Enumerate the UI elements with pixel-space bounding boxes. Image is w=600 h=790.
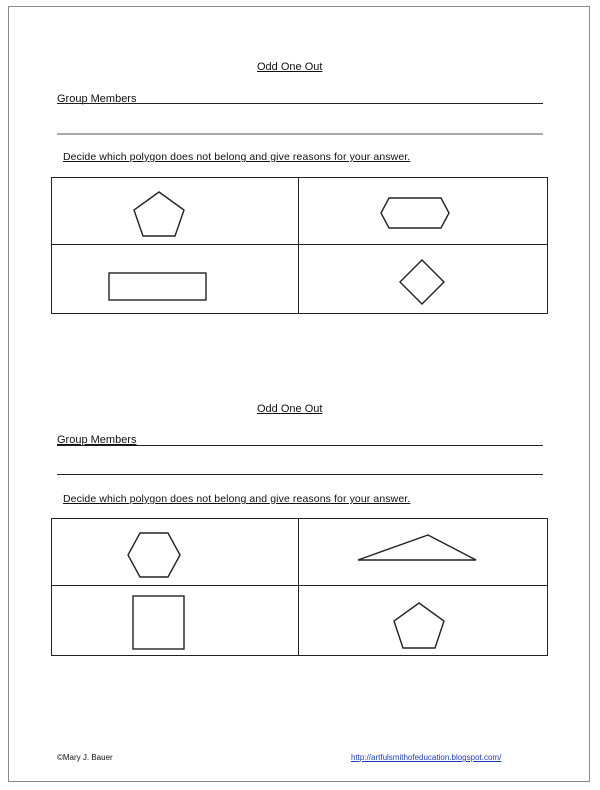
grid-vertical-divider	[298, 178, 299, 313]
sheet1-group-line-2	[57, 133, 543, 135]
sheet2-group-line-2	[57, 474, 543, 475]
footer-author: ©Mary J. Bauer	[57, 753, 113, 762]
sheet1-group-line-1	[57, 103, 543, 104]
hexagon-elongated-icon	[379, 196, 451, 230]
worksheet-page	[8, 6, 590, 782]
sheet1-instruction: Decide which polygon does not belong and give reasons for your answer.	[63, 151, 411, 163]
sheet1-group-label: Group Members	[57, 93, 137, 105]
sheet1-shape-grid	[51, 177, 548, 314]
footer-url-link[interactable]: http://artfulsmithofeducation.blogspot.com/	[351, 753, 502, 762]
rectangle-icon	[108, 272, 208, 302]
sheet1-title: Odd One Out	[257, 61, 323, 73]
grid-vertical-divider	[298, 519, 299, 655]
sheet2-group-label: Group Members	[57, 434, 137, 446]
sheet2-shape-grid	[51, 518, 548, 656]
sheet2-instruction: Decide which polygon does not belong and give reasons for your answer.	[63, 493, 411, 505]
pentagon-icon	[132, 190, 186, 238]
pentagon-icon	[392, 601, 446, 651]
square-icon	[132, 595, 186, 651]
sheet2-title: Odd One Out	[257, 403, 323, 415]
diamond-icon	[398, 258, 446, 306]
grid-horizontal-divider	[52, 585, 547, 586]
hexagon-icon	[126, 531, 182, 579]
sheet2-group-line-1	[57, 445, 543, 446]
grid-horizontal-divider	[52, 244, 547, 245]
triangle-icon	[356, 533, 478, 563]
